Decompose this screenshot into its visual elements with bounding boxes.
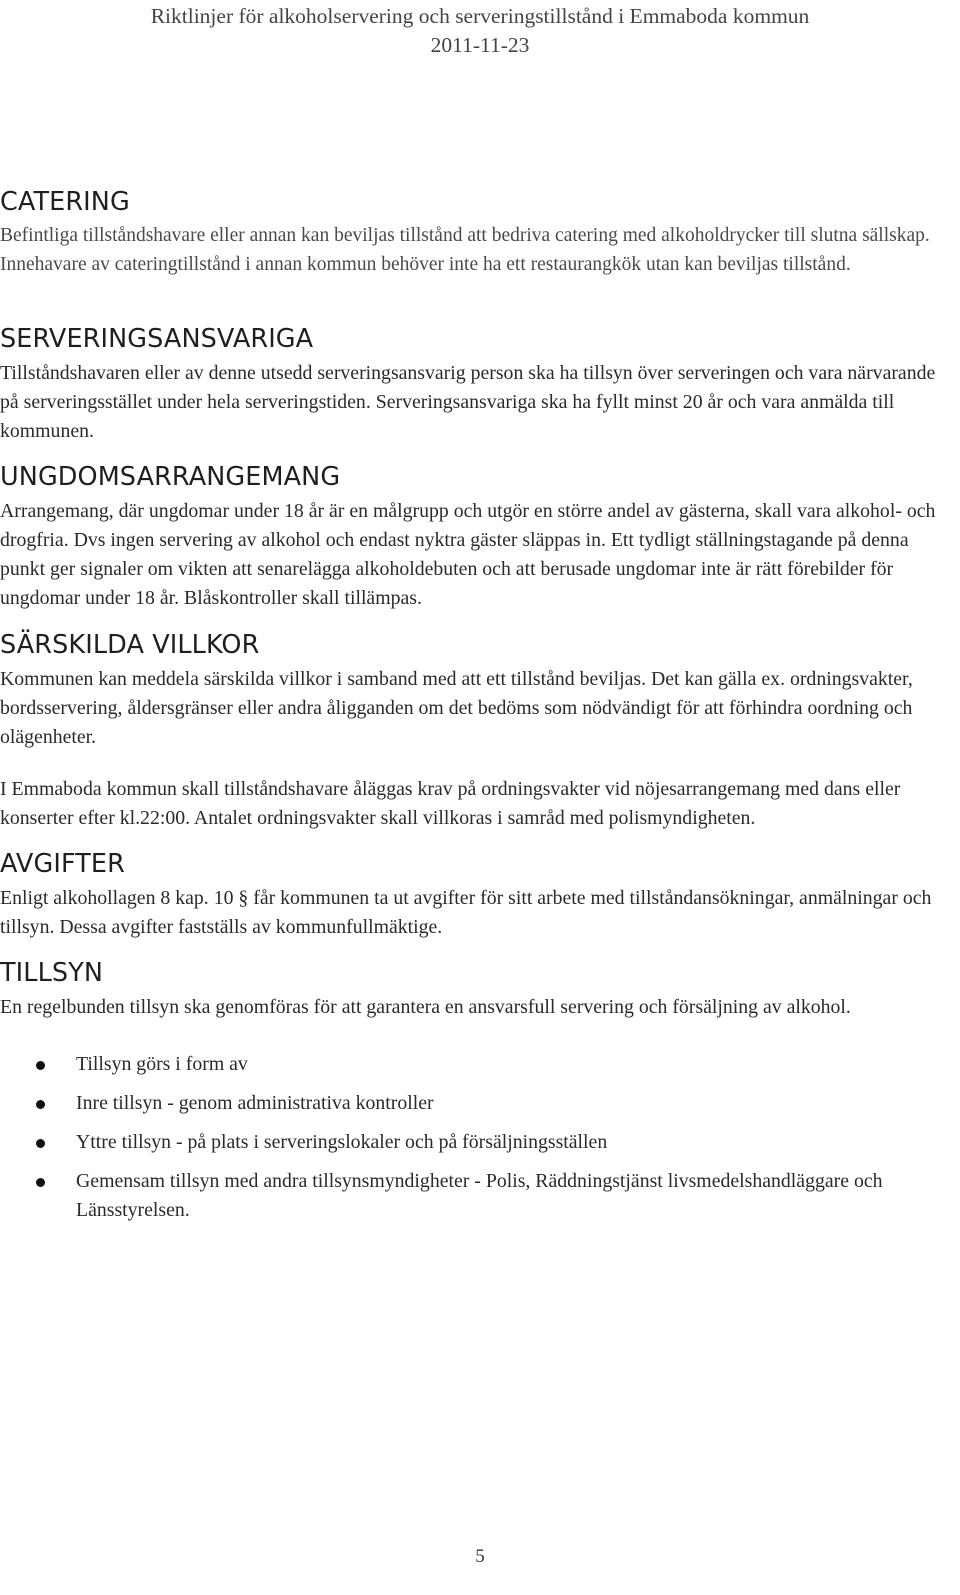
- bullet-icon: [36, 1139, 45, 1148]
- list-item-text: Inre tillsyn - genom administrativa kontroller: [76, 1092, 434, 1114]
- heading-avgifter: AVGIFTER: [0, 849, 125, 879]
- list-item: [0, 1050, 946, 1079]
- paragraph-sarskilda-villkor-2: I Emmaboda kommun skall tillståndshavare åläggas krav på ordningsvakter vid nöjesarrangemang med dans eller konserter efter kl.22:00. Antalet ordningsvakter skall villkoras i samråd med polismyndigheten.: [0, 778, 901, 829]
- paragraph-tillsyn: En regelbunden tillsyn ska genomföras för att garantera en ansvarsfull servering och försäljning av alkohol.: [0, 996, 851, 1018]
- section-sarskilda-villkor: [0, 629, 960, 833]
- bullet-icon: [36, 1100, 45, 1109]
- paragraph-ungdomsarrangemang: Arrangemang, där ungdomar under 18 år är en målgrupp och utgör en större andel av gästerna, skall vara alkohol- och drogfria. Dvs ingen servering av alkohol och endast nyktra gäster släppas in. Ett tydligt ställningstagande på denna punkt ger signaler om vikten att senarelägga alkoholdebuten och att berusade ungdomar inte är rätt förebilder för ungdomar under 18 år. Blåskontroller skall tillämpas.: [0, 500, 936, 609]
- heading-ungdomsarrangemang: UNGDOMSARRANGEMANG: [0, 462, 341, 492]
- paragraph-avgifter: Enligt alkohollagen 8 kap. 10 § får kommunen ta ut avgifter för sitt arbete med tillståndansökningar, anmälningar och tillsyn. Dessa avgifter fastställs av kommunfullmäktige.: [0, 887, 932, 938]
- list-item: [0, 1089, 946, 1118]
- section-serveringsansvariga: [0, 323, 960, 446]
- list-item-text: Yttre tillsyn - på plats i serveringslokaler och på försäljningsställen: [76, 1131, 608, 1153]
- document-body: [0, 186, 960, 1235]
- heading-tillsyn: TILLSYN: [0, 958, 104, 988]
- page-number: 5: [475, 1546, 485, 1567]
- paragraph-serveringsansvariga: Tillståndshavaren eller av denne utsedd serveringsansvarig person ska ha tillsyn över serveringen och vara närvarande på serveringsstället under hela serveringstiden. Serveringsansvariga ska ha fyllt minst 20 år och vara anmälda till kommunen.: [0, 362, 936, 442]
- list-item: [0, 1128, 946, 1157]
- paragraph-catering: Befintliga tillståndshavare eller annan kan beviljas tillstånd att bedriva catering med alkoholdrycker till slutna sällskap. Innehavare av cateringtillstånd i annan kommun behöver inte ha ett restaurangkök utan kan beviljas tillstånd.: [0, 225, 930, 275]
- page-header: [0, 2, 960, 60]
- heading-catering: CATERING: [0, 187, 130, 217]
- tillsyn-bullet-list: [0, 1050, 960, 1225]
- document-title: Riktlinjer för alkoholservering och serveringstillstånd i Emmaboda kommun: [150, 4, 810, 28]
- heading-sarskilda-villkor: SÄRSKILDA VILLKOR: [0, 630, 260, 660]
- section-ungdomsarrangemang: [0, 461, 960, 613]
- bullet-icon: [36, 1178, 45, 1187]
- document-date: 2011-11-23: [430, 33, 530, 57]
- section-catering: [0, 186, 960, 279]
- list-item-text: Tillsyn görs i form av: [76, 1053, 248, 1075]
- list-item: [0, 1167, 946, 1225]
- heading-serveringsansvariga: SERVERINGSANSVARIGA: [0, 324, 314, 354]
- section-tillsyn: [0, 957, 960, 1225]
- list-item-text: Gemensam tillsyn med andra tillsynsmyndigheter - Polis, Räddningstjänst livsmedelshandläggare och Länsstyrelsen.: [76, 1170, 883, 1221]
- bullet-icon: [36, 1061, 45, 1070]
- paragraph-sarskilda-villkor-1: Kommunen kan meddela särskilda villkor i samband med att ett tillstånd beviljas. Det kan gälla ex. ordningsvakter, bordsservering, åldersgränser eller andra åligganden om det bedöms som nödvändigt för att förhindra oordning och olägenheter.: [0, 668, 913, 748]
- section-avgifter: [0, 848, 960, 942]
